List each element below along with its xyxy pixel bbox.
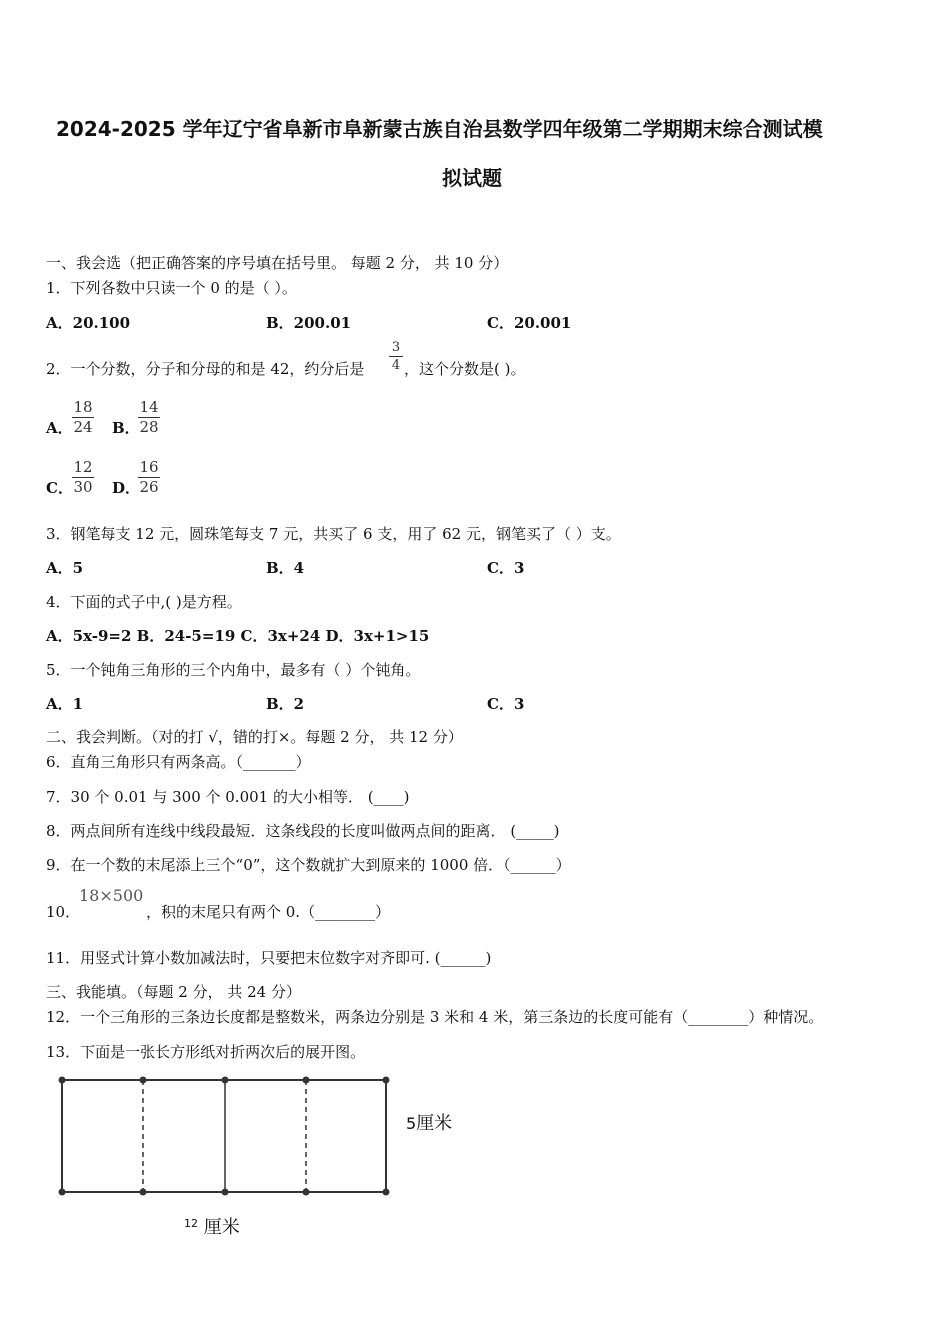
- q1-option-b: B．200.01: [266, 314, 352, 332]
- section-1-heading: 一、我会选（把正确答案的序号填在括号里。 每题 2 分， 共 10 分）: [46, 254, 509, 272]
- q2-fraction: [389, 340, 403, 373]
- section-3-heading: 三、我能填。（每题 2 分， 共 24 分）: [46, 983, 301, 1001]
- height-label: [406, 1109, 452, 1135]
- q2-option-b-fraction: [138, 399, 160, 436]
- question-3: 3．钢笔每支 12 元，圆珠笔每支 7 元，共买了 6 支，用了 62 元，钢笔买了（ ）支。: [46, 525, 621, 543]
- question-11: 11．用竖式计算小数加减法时，只要把末位数字对齐即可. (______): [46, 949, 492, 967]
- q10-expression: 18×500: [79, 886, 144, 905]
- rectangle-outline: [62, 1080, 386, 1192]
- q2-d-numerator: 16: [139, 458, 159, 476]
- fraction-bar: [389, 356, 403, 357]
- question-2-post: ，这个分数是( )。: [404, 360, 526, 378]
- question-2-pre: 2．一个分数，分子和分母的和是 42，约分后是: [46, 360, 365, 378]
- q2-option-b-label: B．: [112, 419, 140, 437]
- q1-option-c: C．20.001: [487, 314, 572, 332]
- question-8: 8．两点间所有连线中线段最短．这条线段的长度叫做两点间的距离． (_____): [46, 822, 560, 840]
- q2-option-d-label: D．: [112, 479, 141, 497]
- q5-option-a: A．1: [46, 695, 84, 713]
- q2-fraction-denominator: 4: [391, 358, 401, 373]
- width-label: [184, 1213, 240, 1239]
- page-title-line1: 2024-2025 学年辽宁省阜新市阜新蒙古族自治县数学四年级第二学期期末综合测试模: [56, 117, 823, 141]
- q2-c-numerator: 12: [73, 458, 93, 476]
- width-value: 12: [184, 1217, 198, 1230]
- question-13: 13．下面是一张长方形纸对折两次后的展开图。: [46, 1043, 366, 1061]
- corner-dots: [59, 1077, 390, 1196]
- q2-d-denominator: 26: [139, 478, 159, 496]
- q3-option-c: C．3: [487, 559, 525, 577]
- question-1: 1．下列各数中只读一个 0 的是（ ）。: [46, 279, 297, 297]
- question-5: 5．一个钝角三角形的三个内角中，最多有（ ）个钝角。: [46, 661, 421, 679]
- section-2-heading: 二、我会判断。（对的打 √，错的打×。每题 2 分， 共 12 分）: [46, 728, 463, 746]
- question-6: 6．直角三角形只有两条高。（_______）: [46, 753, 311, 771]
- page-title-line2: 拟试题: [442, 166, 502, 190]
- question-12: 12．一个三角形的三条边长度都是整数米，两条边分别是 3 米和 4 米，第三条边的长度可能有（________）种情况。: [46, 1008, 824, 1026]
- q5-option-c: C．3: [487, 695, 525, 713]
- question-9: 9．在一个数的末尾添上三个“0”，这个数就扩大到原来的 1000 倍．（______）: [46, 856, 571, 874]
- height-value: 5: [406, 1114, 417, 1133]
- q2-b-numerator: 14: [139, 398, 159, 416]
- question-10-number: 10．: [46, 903, 81, 921]
- question-7: 7．30 个 0.01 与 300 个 0.001 的大小相等． (____): [46, 788, 410, 806]
- q5-option-b: B．2: [266, 695, 305, 713]
- q4-options: A．5x-9=2 B．24-5=19 C．3x+24 D．3x+1>15: [46, 627, 430, 645]
- folded-paper-figure: [50, 1070, 410, 1210]
- q2-option-a-label: A．: [46, 419, 73, 437]
- q3-option-a: A．5: [46, 559, 84, 577]
- q1-option-a: A．20.100: [46, 314, 131, 332]
- q2-option-a-fraction: [72, 399, 94, 436]
- q2-option-c-fraction: [72, 459, 94, 496]
- question-10-text: ，积的末尾只有两个 0.（________）: [146, 903, 391, 921]
- q2-c-denominator: 30: [73, 478, 93, 496]
- width-unit: 厘米: [203, 1217, 240, 1238]
- q2-a-denominator: 24: [73, 418, 93, 436]
- q2-b-denominator: 28: [139, 418, 159, 436]
- q3-option-b: B．4: [266, 559, 305, 577]
- q2-a-numerator: 18: [73, 398, 93, 416]
- height-unit: 厘米: [416, 1113, 453, 1134]
- q2-option-d-fraction: [138, 459, 160, 496]
- q2-option-c-label: C．: [46, 479, 73, 497]
- q2-fraction-numerator: 3: [391, 340, 401, 355]
- question-4: 4．下面的式子中,( )是方程。: [46, 593, 242, 611]
